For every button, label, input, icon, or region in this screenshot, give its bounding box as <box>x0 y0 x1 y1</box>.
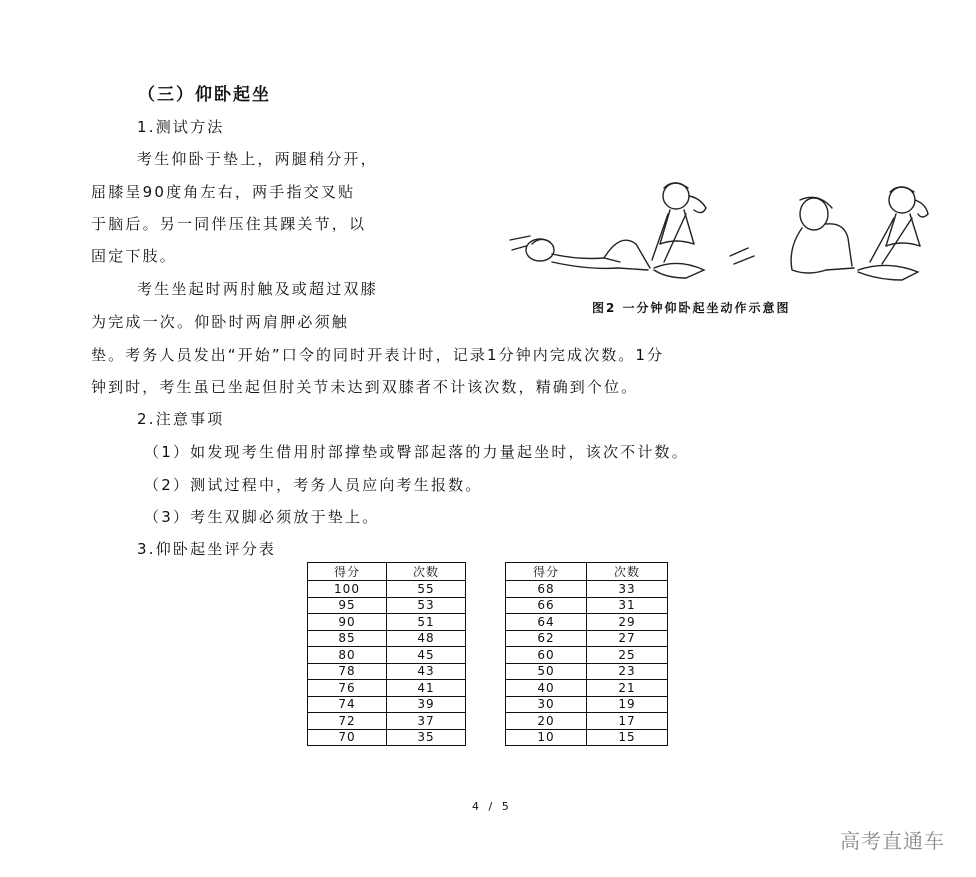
score-table-left <box>307 562 466 746</box>
cell-score: 70 <box>308 729 387 746</box>
table-row <box>506 696 668 713</box>
cell-count: 41 <box>387 680 466 697</box>
cell-count: 45 <box>387 647 466 664</box>
para2-line-4: 钟到时，考生虽已坐起但肘关节未达到双膝者不计该次数，精确到个位。 <box>91 378 639 396</box>
table-row <box>506 647 668 664</box>
header-score: 得分 <box>308 563 387 581</box>
cell-score: 80 <box>308 647 387 664</box>
header-score: 得分 <box>506 563 587 581</box>
cell-score: 78 <box>308 663 387 680</box>
cell-count: 29 <box>587 614 668 631</box>
figure-caption: 图2 一分钟仰卧起坐动作示意图 <box>592 301 791 315</box>
table-row <box>506 630 668 647</box>
note-item-1: （1）如发现考生借用肘部撑垫或臀部起落的力量起坐时，该次不计数。 <box>144 443 689 461</box>
para2-line-1: 考生坐起时两肘触及或超过双膝 <box>137 280 378 298</box>
cell-count: 51 <box>387 614 466 631</box>
para1-line-1: 考生仰卧于垫上，两腿稍分开， <box>137 150 378 168</box>
cell-score: 62 <box>506 630 587 647</box>
table-row <box>506 663 668 680</box>
table-row <box>308 713 466 730</box>
cell-count: 53 <box>387 597 466 614</box>
cell-score: 50 <box>506 663 587 680</box>
table-row <box>308 581 466 598</box>
notes-heading: 2.注意事项 <box>137 410 225 428</box>
score-table-right <box>505 562 668 746</box>
table-header-row <box>308 563 466 581</box>
para1-line-3: 于脑后。另一同伴压住其踝关节，以 <box>91 215 367 233</box>
cell-score: 100 <box>308 581 387 598</box>
situp-illustration <box>508 178 940 288</box>
cell-count: 31 <box>587 597 668 614</box>
cell-score: 20 <box>506 713 587 730</box>
cell-score: 68 <box>506 581 587 598</box>
table-row <box>506 597 668 614</box>
table-row <box>506 680 668 697</box>
table-row <box>506 614 668 631</box>
test-method-heading: 1.测试方法 <box>137 118 225 136</box>
cell-count: 25 <box>587 647 668 664</box>
cell-score: 95 <box>308 597 387 614</box>
section-title: （三）仰卧起坐 <box>138 85 271 105</box>
para2-line-2: 为完成一次。仰卧时两肩胛必须触 <box>91 313 350 331</box>
cell-count: 48 <box>387 630 466 647</box>
table-row <box>308 696 466 713</box>
cell-count: 55 <box>387 581 466 598</box>
cell-score: 30 <box>506 696 587 713</box>
cell-score: 72 <box>308 713 387 730</box>
header-count: 次数 <box>587 563 668 581</box>
cell-score: 76 <box>308 680 387 697</box>
cell-count: 15 <box>587 729 668 746</box>
cell-count: 43 <box>387 663 466 680</box>
table-row <box>308 680 466 697</box>
cell-count: 35 <box>387 729 466 746</box>
para1-line-2: 屈膝呈90度角左右，两手指交叉贴 <box>91 183 356 201</box>
note-item-2: （2）测试过程中，考务人员应向考生报数。 <box>144 476 483 494</box>
cell-score: 85 <box>308 630 387 647</box>
cell-count: 37 <box>387 713 466 730</box>
cell-score: 66 <box>506 597 587 614</box>
table-row <box>308 630 466 647</box>
para2-line-3: 垫。考务人员发出“开始”口令的同时开表计时，记录1分钟内完成次数。1分 <box>91 346 665 364</box>
cell-count: 19 <box>587 696 668 713</box>
table-row <box>308 614 466 631</box>
cell-score: 40 <box>506 680 587 697</box>
cell-score: 60 <box>506 647 587 664</box>
cell-score: 90 <box>308 614 387 631</box>
table-header-row <box>506 563 668 581</box>
cell-score: 10 <box>506 729 587 746</box>
cell-count: 27 <box>587 630 668 647</box>
score-table-heading: 3.仰卧起坐评分表 <box>137 540 277 558</box>
cell-count: 33 <box>587 581 668 598</box>
table-row <box>506 729 668 746</box>
table-row <box>308 597 466 614</box>
cell-count: 21 <box>587 680 668 697</box>
cell-score: 74 <box>308 696 387 713</box>
table-row <box>506 581 668 598</box>
table-row <box>308 729 466 746</box>
para1-line-4: 固定下肢。 <box>91 247 178 265</box>
cell-score: 64 <box>506 614 587 631</box>
header-count: 次数 <box>387 563 466 581</box>
cell-count: 17 <box>587 713 668 730</box>
watermark: 高考直通车 <box>840 829 945 853</box>
page-number: 4 / 5 <box>472 800 512 813</box>
table-row <box>506 713 668 730</box>
table-row <box>308 663 466 680</box>
note-item-3: （3）考生双脚必须放于垫上。 <box>144 508 380 526</box>
cell-count: 23 <box>587 663 668 680</box>
table-row <box>308 647 466 664</box>
cell-count: 39 <box>387 696 466 713</box>
